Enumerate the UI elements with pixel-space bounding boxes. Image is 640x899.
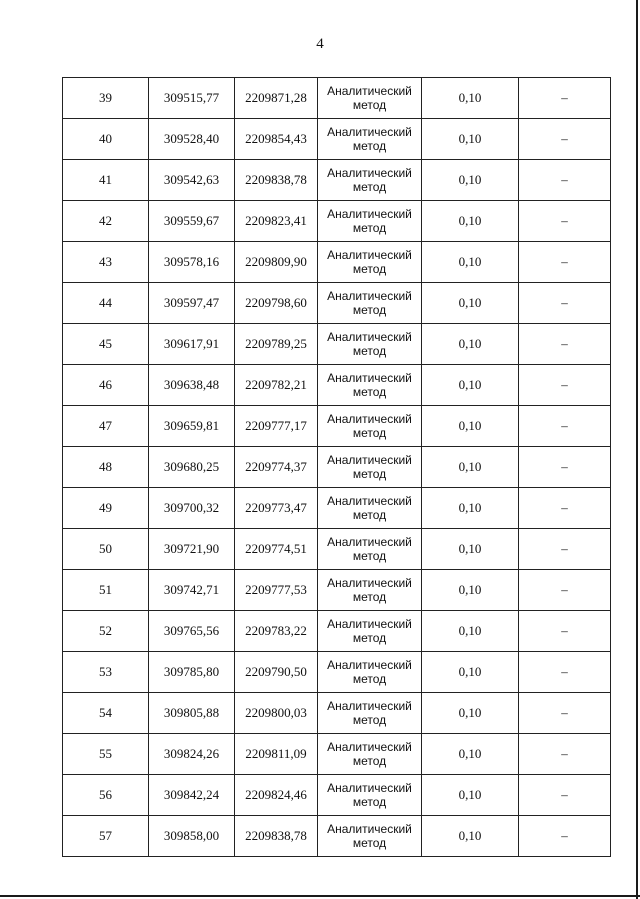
- note-cell: –: [519, 652, 611, 693]
- table-row: [63, 775, 611, 816]
- point-number-cell: 43: [63, 242, 149, 283]
- table-row: [63, 529, 611, 570]
- note-cell: –: [519, 160, 611, 201]
- accuracy-cell: 0,10: [422, 201, 519, 242]
- point-number-cell: 41: [63, 160, 149, 201]
- coordinate-x-cell: 309742,71: [149, 570, 235, 611]
- table-row: [63, 488, 611, 529]
- method-text-line: Аналитический: [327, 535, 412, 549]
- method-text-line: Аналитический: [327, 166, 412, 180]
- method-cell: [318, 283, 422, 324]
- page-number: 4: [316, 36, 324, 52]
- accuracy-cell: 0,10: [422, 160, 519, 201]
- table-row: [63, 324, 611, 365]
- method-cell: [318, 570, 422, 611]
- method-text-line: Аналитический: [327, 371, 412, 385]
- method-text-line: метод: [352, 467, 387, 481]
- note-cell: –: [519, 529, 611, 570]
- method-cell: [318, 447, 422, 488]
- coordinate-x-cell: 309824,26: [149, 734, 235, 775]
- page-frame-right-border: [636, 0, 638, 899]
- method-text-line: метод: [352, 262, 387, 276]
- method-cell: [318, 775, 422, 816]
- coordinate-x-cell: 309765,56: [149, 611, 235, 652]
- method-text-line: Аналитический: [327, 289, 412, 303]
- method-text-line: Аналитический: [327, 494, 412, 508]
- method-text-line: Аналитический: [327, 125, 412, 139]
- method-text-line: метод: [352, 590, 387, 604]
- method-cell: [318, 78, 422, 119]
- point-number-cell: 40: [63, 119, 149, 160]
- accuracy-cell: 0,10: [422, 570, 519, 611]
- note-cell: –: [519, 611, 611, 652]
- accuracy-cell: 0,10: [422, 529, 519, 570]
- method-text-line: метод: [352, 180, 387, 194]
- point-number-cell: 45: [63, 324, 149, 365]
- note-cell: –: [519, 406, 611, 447]
- accuracy-cell: 0,10: [422, 406, 519, 447]
- coordinate-x-cell: 309617,91: [149, 324, 235, 365]
- method-cell: [318, 611, 422, 652]
- method-text-line: Аналитический: [327, 207, 412, 221]
- coordinate-y-cell: 2209811,09: [235, 734, 318, 775]
- point-number-cell: 50: [63, 529, 149, 570]
- coordinate-y-cell: 2209871,28: [235, 78, 318, 119]
- method-cell: [318, 652, 422, 693]
- method-cell: [318, 693, 422, 734]
- accuracy-cell: 0,10: [422, 693, 519, 734]
- table-row: [63, 611, 611, 652]
- coordinate-y-cell: 2209790,50: [235, 652, 318, 693]
- coordinate-x-cell: 309659,81: [149, 406, 235, 447]
- note-cell: –: [519, 201, 611, 242]
- coordinate-y-cell: 2209777,53: [235, 570, 318, 611]
- coordinate-y-cell: 2209800,03: [235, 693, 318, 734]
- note-cell: –: [519, 775, 611, 816]
- point-number-cell: 47: [63, 406, 149, 447]
- method-text-line: метод: [352, 631, 387, 645]
- coordinates-table-body: [63, 78, 611, 857]
- table-row: [63, 242, 611, 283]
- method-cell: [318, 406, 422, 447]
- table-row: [63, 447, 611, 488]
- note-cell: –: [519, 242, 611, 283]
- coordinate-x-cell: 309597,47: [149, 283, 235, 324]
- table-row: [63, 734, 611, 775]
- note-cell: –: [519, 324, 611, 365]
- point-number-cell: 57: [63, 816, 149, 857]
- note-cell: –: [519, 816, 611, 857]
- table-row: [63, 160, 611, 201]
- coordinate-x-cell: 309785,80: [149, 652, 235, 693]
- method-cell: [318, 365, 422, 406]
- method-text-line: метод: [352, 836, 387, 850]
- point-number-cell: 54: [63, 693, 149, 734]
- coordinate-y-cell: 2209838,78: [235, 160, 318, 201]
- accuracy-cell: 0,10: [422, 734, 519, 775]
- coordinate-x-cell: 309805,88: [149, 693, 235, 734]
- method-text-line: метод: [352, 754, 387, 768]
- method-cell: [318, 201, 422, 242]
- table-row: [63, 119, 611, 160]
- coordinate-x-cell: 309542,63: [149, 160, 235, 201]
- accuracy-cell: 0,10: [422, 78, 519, 119]
- point-number-cell: 49: [63, 488, 149, 529]
- coordinate-x-cell: 309858,00: [149, 816, 235, 857]
- point-number-cell: 56: [63, 775, 149, 816]
- coordinate-y-cell: 2209789,25: [235, 324, 318, 365]
- method-text-line: метод: [352, 139, 387, 153]
- method-text-line: метод: [352, 672, 387, 686]
- method-cell: [318, 488, 422, 529]
- table-row: [63, 570, 611, 611]
- table-row: [63, 283, 611, 324]
- note-cell: –: [519, 734, 611, 775]
- accuracy-cell: 0,10: [422, 652, 519, 693]
- accuracy-cell: 0,10: [422, 283, 519, 324]
- point-number-cell: 46: [63, 365, 149, 406]
- coordinate-y-cell: 2209824,46: [235, 775, 318, 816]
- method-cell: [318, 734, 422, 775]
- coordinate-x-cell: 309559,67: [149, 201, 235, 242]
- method-text-line: метод: [352, 98, 387, 112]
- method-text-line: метод: [352, 303, 387, 317]
- accuracy-cell: 0,10: [422, 447, 519, 488]
- point-number-cell: 39: [63, 78, 149, 119]
- method-text-line: метод: [352, 426, 387, 440]
- method-text-line: Аналитический: [327, 781, 412, 795]
- note-cell: –: [519, 570, 611, 611]
- coordinate-y-cell: 2209777,17: [235, 406, 318, 447]
- method-cell: [318, 242, 422, 283]
- point-number-cell: 48: [63, 447, 149, 488]
- coordinate-y-cell: 2209774,37: [235, 447, 318, 488]
- method-text-line: метод: [352, 221, 387, 235]
- table-row: [63, 816, 611, 857]
- accuracy-cell: 0,10: [422, 488, 519, 529]
- note-cell: –: [519, 488, 611, 529]
- accuracy-cell: 0,10: [422, 816, 519, 857]
- table-row: [63, 652, 611, 693]
- accuracy-cell: 0,10: [422, 324, 519, 365]
- table-row: [63, 365, 611, 406]
- method-text-line: Аналитический: [327, 576, 412, 590]
- method-text-line: Аналитический: [327, 412, 412, 426]
- coordinate-y-cell: 2209809,90: [235, 242, 318, 283]
- method-cell: [318, 160, 422, 201]
- point-number-cell: 55: [63, 734, 149, 775]
- method-text-line: Аналитический: [327, 822, 412, 836]
- coordinate-y-cell: 2209854,43: [235, 119, 318, 160]
- coordinate-x-cell: 309842,24: [149, 775, 235, 816]
- coordinates-table: [62, 77, 611, 857]
- method-text-line: Аналитический: [327, 658, 412, 672]
- coordinate-y-cell: 2209783,22: [235, 611, 318, 652]
- table-row: [63, 78, 611, 119]
- coordinate-x-cell: 309528,40: [149, 119, 235, 160]
- coordinate-x-cell: 309721,90: [149, 529, 235, 570]
- note-cell: –: [519, 447, 611, 488]
- method-cell: [318, 529, 422, 570]
- accuracy-cell: 0,10: [422, 611, 519, 652]
- method-text-line: метод: [352, 795, 387, 809]
- point-number-cell: 44: [63, 283, 149, 324]
- note-cell: –: [519, 283, 611, 324]
- coordinate-x-cell: 309700,32: [149, 488, 235, 529]
- point-number-cell: 42: [63, 201, 149, 242]
- note-cell: –: [519, 693, 611, 734]
- table-row: [63, 406, 611, 447]
- method-text-line: метод: [352, 508, 387, 522]
- table-row: [63, 201, 611, 242]
- method-text-line: метод: [352, 549, 387, 563]
- method-text-line: Аналитический: [327, 330, 412, 344]
- method-text-line: Аналитический: [327, 699, 412, 713]
- note-cell: –: [519, 119, 611, 160]
- coordinate-x-cell: 309515,77: [149, 78, 235, 119]
- coordinate-y-cell: 2209823,41: [235, 201, 318, 242]
- method-text-line: метод: [352, 713, 387, 727]
- coordinate-y-cell: 2209773,47: [235, 488, 318, 529]
- method-text-line: Аналитический: [327, 740, 412, 754]
- accuracy-cell: 0,10: [422, 365, 519, 406]
- table-row: [63, 693, 611, 734]
- coordinate-x-cell: 309680,25: [149, 447, 235, 488]
- point-number-cell: 53: [63, 652, 149, 693]
- coordinate-x-cell: 309578,16: [149, 242, 235, 283]
- coordinate-x-cell: 309638,48: [149, 365, 235, 406]
- point-number-cell: 52: [63, 611, 149, 652]
- point-number-cell: 51: [63, 570, 149, 611]
- coordinate-y-cell: 2209838,78: [235, 816, 318, 857]
- method-cell: [318, 324, 422, 365]
- method-text-line: Аналитический: [327, 248, 412, 262]
- method-cell: [318, 816, 422, 857]
- coordinate-y-cell: 2209782,21: [235, 365, 318, 406]
- method-text-line: Аналитический: [327, 617, 412, 631]
- method-text-line: метод: [352, 385, 387, 399]
- accuracy-cell: 0,10: [422, 775, 519, 816]
- accuracy-cell: 0,10: [422, 242, 519, 283]
- method-text-line: Аналитический: [327, 453, 412, 467]
- page-frame-bottom-border: [0, 895, 640, 897]
- accuracy-cell: 0,10: [422, 119, 519, 160]
- method-text-line: метод: [352, 344, 387, 358]
- method-cell: [318, 119, 422, 160]
- method-text-line: Аналитический: [327, 84, 412, 98]
- coordinate-y-cell: 2209798,60: [235, 283, 318, 324]
- coordinate-y-cell: 2209774,51: [235, 529, 318, 570]
- note-cell: –: [519, 78, 611, 119]
- note-cell: –: [519, 365, 611, 406]
